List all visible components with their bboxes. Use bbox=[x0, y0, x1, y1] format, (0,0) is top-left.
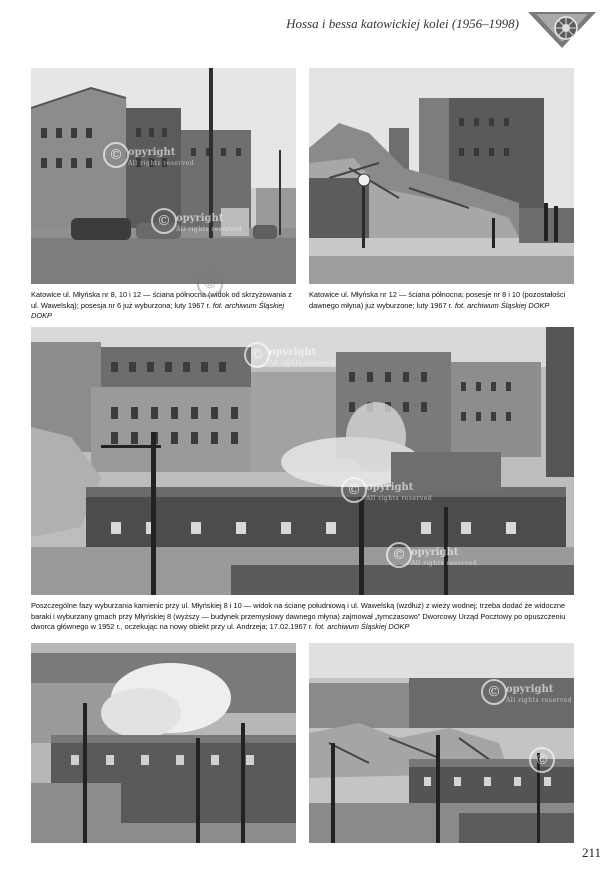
watermark-subtext: All rights reserved bbox=[176, 226, 243, 233]
street-scene-image bbox=[31, 68, 296, 284]
demolition-smoke-image bbox=[31, 643, 296, 843]
photo-demolition-rubble bbox=[309, 643, 574, 843]
watermark-text: opyright bbox=[366, 482, 414, 493]
demolition-scene-image bbox=[309, 68, 574, 284]
photo-mlynska-12 bbox=[309, 68, 574, 284]
photo-mlynska-8-10-12 bbox=[31, 68, 296, 284]
watermark-subtext: All rights reserved bbox=[506, 697, 573, 704]
watermark-text: opyright bbox=[411, 547, 459, 558]
caption-photo-3 bbox=[31, 601, 574, 633]
running-header-title: Hossa i bessa katowickiej kolei (1956–1998) bbox=[286, 16, 519, 31]
copyright-symbol: © bbox=[529, 747, 555, 773]
demolition-rubble-image bbox=[309, 643, 574, 843]
caption-photo-1 bbox=[31, 290, 296, 322]
watermark-text: opyright bbox=[176, 213, 224, 224]
photo-credit: fot. archiwum Śląskiej DOKP bbox=[31, 300, 285, 321]
copyright-watermark bbox=[176, 214, 242, 235]
caption-text: Poszczególne fazy wyburzania kamienic przy ul. Młyńskiej 8 i 10 — widok na ścianę południową i ul. Wawelską (wzdłuż) z wieży wodnej; trzeba dodać że widoczne baraki i wyburzany gmach przy Młyńskiej 8 (wyższy — budynek przemysłowy dawnego młyna) zajmował „tymczasowo” Dworcowy Urząd Pocztowy po opuszczeniu dworca głównego w 1952 r., oczekując na nowy obiekt przy ul. Andrzeja; 17.02.1967 r. bbox=[31, 601, 566, 632]
copyright-symbol: © bbox=[151, 208, 177, 234]
watermark-subtext: All rights reserved bbox=[269, 360, 336, 367]
watermark-subtext: All rights reserved bbox=[128, 160, 195, 167]
watermark-text: opyright bbox=[506, 684, 554, 695]
photo-credit: fot. archiwum Śląskiej DOKP bbox=[314, 622, 410, 632]
photo-credit: fot. archiwum Śląskiej DOKP bbox=[454, 300, 550, 310]
copyright-watermark bbox=[128, 148, 194, 169]
watermark-subtext: All rights reserved bbox=[411, 560, 478, 567]
copyright-symbol: © bbox=[341, 477, 367, 503]
copyright-watermark bbox=[506, 685, 572, 706]
copyright-symbol: © bbox=[481, 679, 507, 705]
photo-demolition-smoke bbox=[31, 643, 296, 843]
page-number: 211 bbox=[581, 845, 601, 860]
caption-photo-2 bbox=[309, 290, 574, 311]
copyright-symbol: © bbox=[103, 142, 129, 168]
caption-text: Katowice ul. Młyńska nr 8, 10 i 12 — ściana północna (widok od skrzyżowania z ul. Wawelską); posesja nr 6 już wyburzona; luty 1967 r. bbox=[31, 290, 292, 310]
photo-demolition-phases-wide bbox=[31, 327, 574, 595]
watermark-text: opyright bbox=[269, 347, 317, 358]
copyright-watermark bbox=[411, 548, 477, 569]
copyright-watermark bbox=[269, 348, 335, 369]
copyright-symbol: © bbox=[197, 271, 223, 297]
copyright-symbol: © bbox=[244, 342, 270, 368]
watermark-text: opyright bbox=[128, 147, 176, 158]
copyright-watermark bbox=[366, 483, 432, 504]
railway-logo-icon bbox=[526, 8, 598, 50]
caption-text: Katowice ul. Młyńska nr 12 — ściana północna; posesje nr 8 i 10 (pozostałości dawnego młyna) już wyburzone; luty 1967 r. bbox=[309, 290, 566, 310]
copyright-symbol: © bbox=[386, 542, 412, 568]
watermark-subtext: All rights reserved bbox=[366, 495, 433, 502]
